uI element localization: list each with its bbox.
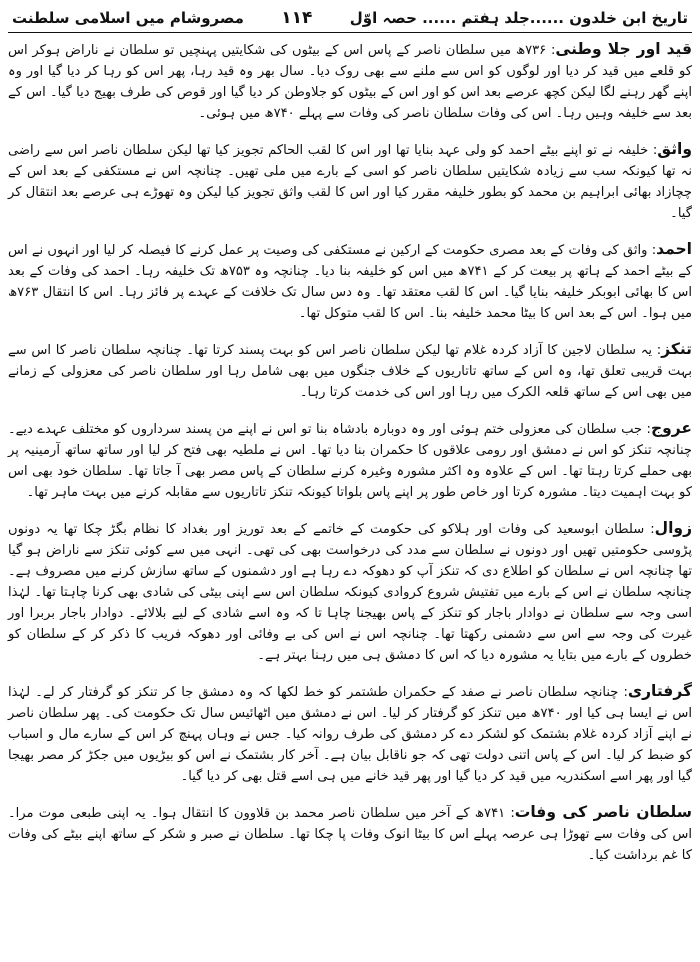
paragraph-text: : یہ سلطان لاجین کا آزاد کردہ غلام تھا لیکن سلطان ناصر اس کو بہت پسند کرتا تھا۔ چنانچہ سلطان ناصر کا اس سے بہت قریبی تعلق تھا، وہ اس کے ساتھ تاتاریوں کے خلاف جنگوں میں بھی شامل رہا اور سلطان ناصر کی معزولی کے زمانے میں بھی اس کے ساتھ قلعہ الکرک میں رہا اور اس کی خدمت کرتا رہا۔ xyxy=(8,343,692,400)
paragraph-heading: احمد xyxy=(656,240,692,258)
paragraph-decline xyxy=(8,518,692,666)
paragraph-text: : جب سلطان کی معزولی ختم ہوئی اور وہ دوبارہ بادشاہ بنا تو اس نے اپنے من پسند سرداروں کو مختلف عہدے دیے۔ چنانچہ تنکز کو اس نے دمشق اور رومی علاقوں کا حکمران بنا دیا تھا۔ اس نے ملطیہ بھی فتح کر لیا اور ساتھ ساتھ آرمینیہ پر بھی حملے کرتا رہتا تھا۔ اس کے علاوہ وہ اکثر مشورہ وغیرہ کرنے سلطان کے پاس مصر بھی آ جاتا تھا۔ سلطان خود بھی اس کو بہت اہمیت دیتا۔ مشورہ کرتا اور خاص طور پر اپنے پاس بلواتا کیونکہ تنکز تاتاریوں سے مقابلہ کرنے میں بہت ماہر تھا۔ xyxy=(8,422,692,500)
page-number: ۱۱۴ xyxy=(281,8,313,28)
book-title: تاریخ ابن خلدون ......جلد ہفتم ...... حصہ اوّل xyxy=(349,9,688,27)
paragraph-arrest xyxy=(8,681,692,787)
page-content xyxy=(8,39,692,866)
paragraph-heading: سلطان ناصر کی وفات xyxy=(514,803,693,821)
paragraph-text: : خلیفہ نے تو اپنے بیٹے احمد کو ولی عہد بنایا تھا اور اس کا لقب الحاکم تجویز کیا تھا لیکن سلطان ناصر اس سے راضی نہ تھا کیونکہ سب سے زیادہ شکایتیں سلطان ناصر کو اسی کے بارے میں ملی تھیں۔ چنانچہ اس نے مستکفی کے بعد اس کے چچازاد بھائی ابراہیم بن محمد کو بطور خلیفہ مقرر کیا اور اس کا لقب واثق تجویز کیا لیکن وہ تھوڑے ہی عرصے بعد انتقال کر گیا۔ xyxy=(8,143,692,221)
paragraph-heading: قید اور جلا وطنی xyxy=(555,40,693,58)
paragraph-heading: تنکز xyxy=(661,340,692,358)
paragraph-rise xyxy=(8,418,692,503)
paragraph-text: : واثق کی وفات کے بعد مصری حکومت کے ارکین نے مستکفی کی وصیت پر عمل کرنے کا فیصلہ کر لیا اور انہوں نے اس کے بیٹے احمد کے ہاتھ پر بیعت کر کے ۷۴۱ھ میں اس کو خلیفہ بنا دیا۔ چنانچہ وہ ۷۵۳ھ تک خلیفہ رہا۔ احمد کی وفات کے بعد اس کا بھائی ابوبکر خلیفہ بنایا گیا۔ اس کا لقب معتقد تھا۔ وہ دس سال تک خلافت کے عہدے پر فائز رہا۔ اس کا انتقال ۷۶۳ھ میں ہوا۔ اس کے بعد اس کا بیٹا محمد خلیفہ بنا۔ اس کا لقب متوکل تھا۔ xyxy=(8,243,692,321)
paragraph-text: : ۷۴۱ھ کے آخر میں سلطان ناصر محمد بن قلاوون کا انتقال ہوا۔ یہ اپنی طبعی موت مرا۔ اس کی وفات سے تھوڑا ہی عرصہ پہلے اس کا بیٹا انوک وفات پا چکا تھا۔ سلطان نے صبر و شکر کے ساتھ اپنے بیٹے کی وفات کا غم برداشت کیا۔ xyxy=(8,806,692,863)
paragraph-text: : سلطان ابوسعید کی وفات اور ہلاکو کی حکومت کے خاتمے کے بعد توریز اور بغداد کا نظام بگڑ چکا تھا یہ دونوں پڑوسی حکومتیں تھیں اور دونوں نے سلطان سے مدد کی درخواست بھی کی تھی۔ انہی میں سے کوئی تنکز سے ناراض ہو گیا تھا چنانچہ اس نے سلطان کو اطلاع دی کہ تنکز آپ کو دھوکہ دے رہا ہے اور دشمنوں کے ساتھ سازش کرنے میں مصروف ہے۔ چنانچہ سلطان نے اس کے بارے میں تفتیش شروع کروادی کیونکہ سلطان اس سے اپنی بیٹی کی شادی بھی کرنا چاہتا تھا۔ لہٰذا اسی وجہ سے سلطان نے دوادار باجار کو تنکز کے پاس بھیجنا چاہا تا کہ وہ اسے شادی کے لیے بلالائے۔ دوادار باجار بربرا اور غیرت کی وجہ سے اس سے دشمنی رکھتا تھا۔ چنانچہ اس نے اس کی بے وفائی اور دھوکہ فریب کا ذکر کر کے سلطان کو خطروں کے بارے میں بتایا یہ مشورہ دیا کہ اس کا دمشق ہی میں رہنا بہتر ہے۔ xyxy=(8,522,692,663)
paragraph-heading: عروج xyxy=(650,419,692,437)
paragraph-death-of-sultan xyxy=(8,802,692,866)
paragraph-imprisonment xyxy=(8,39,692,124)
paragraph-heading: واثق xyxy=(657,140,692,158)
paragraph-tankiz xyxy=(8,339,692,403)
paragraph-ahmad xyxy=(8,239,692,324)
paragraph-wathiq xyxy=(8,139,692,224)
section-title: مصروشام میں اسلامی سلطنت xyxy=(12,9,244,27)
paragraph-text: : چنانچہ سلطان ناصر نے صفد کے حکمران طشتمر کو خط لکھا کہ وہ دمشق جا کر تنکز کو گرفتار کر لے۔ لہٰذا اس نے ایسا ہی کیا اور ۷۴۰ھ میں تنکز کو گرفتار کر لیا۔ اس نے دمشق میں اٹھائیس سال تک حکومت کی۔ پھر سلطان ناصر نے اپنے آزاد کردہ غلام بشتمک کو لشکر دے کر دمشق کی طرف روانہ کیا۔ جس نے وہاں پہنچ کر اس کے سارے مال و اسباب کو ضبط کر لیا۔ اس کے پاس اتنی دولت تھی کہ جو ناقابل بیان ہے۔ آخر کار بشتمک نے اس کو بیڑیوں میں جکڑ کر مصر بھیجا گیا اور پھر اسے اسکندریہ میں قید کر دیا گیا اور پھر قید خانے میں ہی اسے قتل بھی کر دیا گیا۔ xyxy=(8,685,692,784)
paragraph-heading: زوال xyxy=(654,519,692,537)
page-header xyxy=(8,6,692,33)
paragraph-text: : ۷۳۶ھ میں سلطان ناصر کے پاس اس کے بیٹوں کی شکایتیں پہنچیں تو سلطان نے ناراض ہوکر اس کو قلعے میں قید کر دیا اور لوگوں کو اس سے ملنے سے بھی روک دیا۔ سال بھر وہ قید رہا، پھر اس کو رہا کر دیا گیا اور وہ اپنے گھر رہنے لگا لیکن کچھ عرصے بعد اس کو اور اس کے بیٹوں کو جلاوطن کر دیا گیا اور قوص کی طرف بھیج دیا گیا۔ اس کے بعد سے خلیفہ وہیں رہا۔ اس کی وفات سلطان ناصر کی وفات سے پہلے ۷۴۰ھ میں ہوئی۔ xyxy=(8,43,692,121)
paragraph-heading: گرفتاری xyxy=(627,682,692,700)
